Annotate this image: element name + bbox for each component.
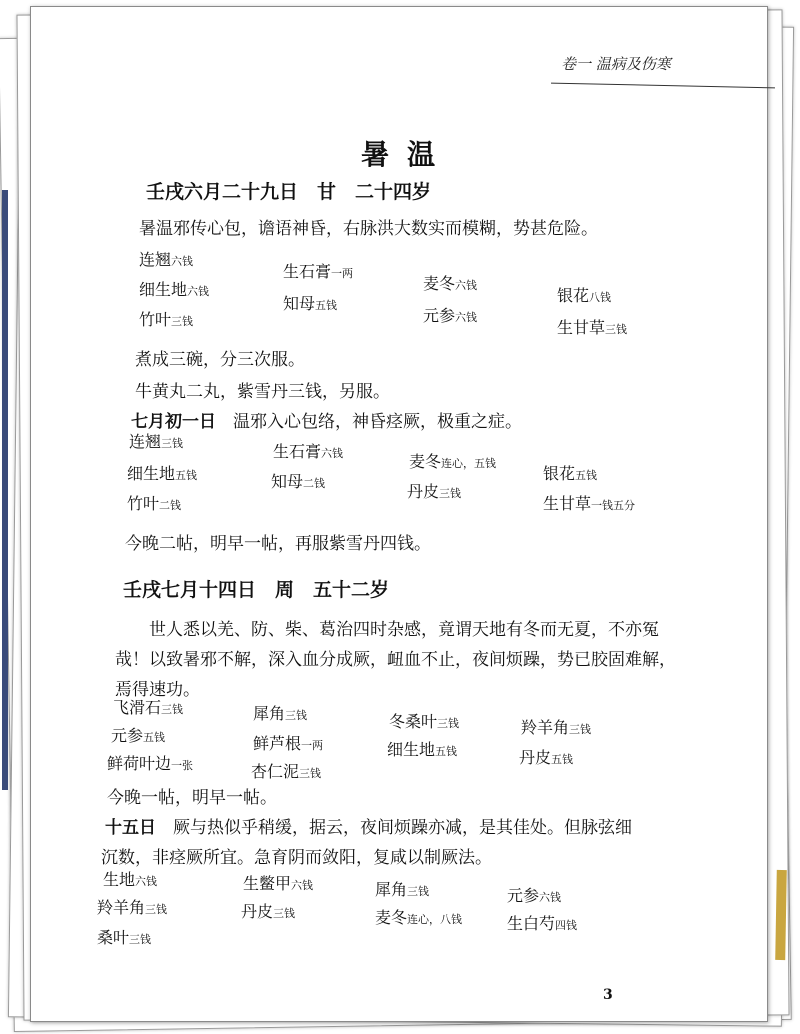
herb-dose: 六钱 (539, 891, 562, 904)
herb-name: 生石膏 (283, 262, 332, 281)
herb-name: 连翘 (129, 432, 162, 451)
herb-dose: 八钱 (589, 291, 612, 304)
header-rule (551, 83, 775, 89)
herb-item (139, 277, 209, 300)
herb-item (407, 479, 461, 502)
document-page (30, 6, 768, 1022)
followup-line-1: 厥与热似乎稍缓，据云，夜间烦躁亦减，是其佳处。但脉弦细 (173, 818, 632, 838)
herb-name: 冬桑叶 (389, 712, 438, 731)
book-cover-edge-accent (775, 870, 787, 960)
herb-item (557, 283, 611, 306)
herb-item (283, 259, 353, 282)
herb-dose: 三钱 (171, 315, 194, 328)
case1-heading: 壬戌六月二十九日 甘 二十四岁 (146, 181, 432, 203)
herb-name: 元参 (507, 886, 540, 905)
herb-item (241, 899, 295, 922)
running-header: 卷一 温病及伤寒 (561, 55, 671, 73)
case1-after-2: 牛黄丸二丸，紫雪丹三钱，另服。 (135, 382, 390, 402)
herb-dose: 三钱 (299, 767, 322, 780)
herb-dose: 一钱五分 (591, 499, 636, 512)
herb-dose: 六钱 (135, 875, 158, 888)
herb-dose: 三钱 (439, 487, 462, 500)
herb-name: 麦冬 (409, 452, 442, 471)
herb-dose: 六钱 (291, 879, 314, 892)
herb-item (521, 715, 591, 738)
herb-name: 生甘草 (557, 318, 606, 337)
herb-name: 丹皮 (407, 482, 440, 501)
herb-item (271, 469, 325, 492)
herb-dose: 三钱 (161, 703, 184, 716)
herb-item (139, 247, 193, 270)
herb-item (129, 429, 183, 452)
herb-name: 连翘 (139, 250, 172, 269)
herb-name: 元参 (423, 306, 456, 325)
followup-text: 温邪入心包络，神昏痉厥，极重之症。 (233, 412, 522, 432)
herb-name: 生甘草 (543, 494, 592, 513)
herb-item (107, 751, 193, 774)
herb-dose: 五钱 (175, 469, 198, 482)
herb-dose: 六钱 (171, 255, 194, 268)
herb-item (97, 925, 151, 948)
case2-followup (105, 813, 632, 838)
herb-name: 麦冬 (423, 274, 456, 293)
case2-heading: 壬戌七月十四日 周 五十二岁 (123, 579, 390, 601)
case2-text-line: 哉！以致暑邪不解，深入血分成厥，衄血不止，夜间烦躁，势已胶固难解， (115, 650, 676, 670)
followup-day: 七月初一日 (131, 412, 216, 432)
herb-item (113, 695, 183, 718)
herb-item (253, 701, 307, 724)
herb-name: 生地 (103, 870, 136, 889)
herb-item (139, 307, 193, 330)
herb-item (557, 315, 627, 338)
herb-dose: 连心，五钱 (441, 457, 497, 470)
herb-name: 桑叶 (97, 928, 130, 947)
herb-item (97, 895, 167, 918)
herb-item (409, 449, 496, 472)
herb-dose: 五钱 (575, 469, 598, 482)
herb-dose: 六钱 (455, 279, 478, 292)
herb-item (127, 491, 181, 514)
section-title: 暑温 (361, 138, 454, 171)
herb-dose: 六钱 (455, 311, 478, 324)
herb-item (389, 709, 459, 732)
herb-item (507, 911, 577, 934)
herb-dose: 五钱 (551, 753, 574, 766)
followup-day: 十五日 (105, 818, 156, 838)
herb-dose: 三钱 (407, 885, 430, 898)
herb-name: 犀角 (375, 880, 408, 899)
herb-name: 羚羊角 (521, 718, 570, 737)
herb-dose: 一张 (171, 759, 194, 772)
case2-after: 今晚一帖，明早一帖。 (107, 788, 277, 808)
herb-dose: 六钱 (321, 447, 344, 460)
herb-dose: 五钱 (315, 299, 338, 312)
herb-item (253, 731, 323, 754)
herb-item (243, 871, 313, 894)
herb-name: 生石膏 (273, 442, 322, 461)
herb-item (283, 291, 337, 314)
herb-dose: 三钱 (161, 437, 184, 450)
herb-item (251, 759, 321, 782)
herb-dose: 三钱 (437, 717, 460, 730)
herb-name: 知母 (271, 472, 304, 491)
herb-item (423, 303, 477, 326)
herb-dose: 三钱 (273, 907, 296, 920)
herb-name: 飞滑石 (113, 698, 162, 717)
herb-item (543, 491, 635, 514)
herb-name: 细生地 (387, 740, 436, 759)
herb-name: 羚羊角 (97, 898, 146, 917)
herb-name: 知母 (283, 294, 316, 313)
herb-item (127, 461, 197, 484)
case1-followup-after: 今晚二帖，明早一帖，再服紫雪丹四钱。 (125, 534, 431, 554)
herb-dose: 二钱 (303, 477, 326, 490)
herb-item (273, 439, 343, 462)
case1-after-1: 煮成三碗，分三次服。 (135, 350, 305, 370)
case2-followup-line-2: 沉数，非痉厥所宜。急育阴而敛阳，复咸以制厥法。 (101, 848, 492, 868)
herb-name: 杏仁泥 (251, 762, 300, 781)
case1-text: 暑温邪传心包，谵语神昏，右脉洪大数实而模糊，势甚危险。 (139, 219, 598, 239)
case2-text-line: 世人悉以羌、防、柴、葛治四时杂感，竟谓天地有冬而无夏，不亦冤 (149, 620, 659, 640)
herb-item (375, 877, 429, 900)
herb-name: 细生地 (127, 464, 176, 483)
case2-text-line: 焉得速功。 (115, 680, 200, 700)
herb-item (103, 867, 157, 890)
herb-name: 银花 (543, 464, 576, 483)
herb-name: 生白芍 (507, 914, 556, 933)
herb-name: 丹皮 (241, 902, 274, 921)
herb-item (111, 723, 165, 746)
herb-dose: 连心，八钱 (407, 913, 463, 926)
herb-item (543, 461, 597, 484)
herb-dose: 一两 (331, 267, 354, 280)
herb-dose: 五钱 (143, 731, 166, 744)
herb-dose: 六钱 (187, 285, 210, 298)
herb-dose: 三钱 (285, 709, 308, 722)
herb-dose: 三钱 (129, 933, 152, 946)
herb-dose: 三钱 (569, 723, 592, 736)
herb-dose: 三钱 (605, 323, 628, 336)
herb-name: 细生地 (139, 280, 188, 299)
herb-item (507, 883, 561, 906)
herb-item (387, 737, 457, 760)
herb-name: 鲜荷叶边 (107, 754, 172, 773)
herb-name: 麦冬 (375, 908, 408, 927)
herb-item (519, 745, 573, 768)
herb-item (375, 905, 462, 928)
herb-name: 犀角 (253, 704, 286, 723)
herb-dose: 二钱 (159, 499, 182, 512)
case1-followup (131, 407, 522, 432)
page-number: 3 (603, 987, 613, 1003)
herb-name: 银花 (557, 286, 590, 305)
herb-dose: 一两 (301, 739, 324, 752)
herb-name: 生鳖甲 (243, 874, 292, 893)
herb-name: 元参 (111, 726, 144, 745)
herb-name: 鲜芦根 (253, 734, 302, 753)
herb-dose: 四钱 (555, 919, 578, 932)
herb-item (423, 271, 477, 294)
herb-name: 竹叶 (127, 494, 160, 513)
herb-name: 丹皮 (519, 748, 552, 767)
herb-dose: 五钱 (435, 745, 458, 758)
herb-name: 竹叶 (139, 310, 172, 329)
book-cover-edge (2, 190, 8, 790)
herb-dose: 三钱 (145, 903, 168, 916)
